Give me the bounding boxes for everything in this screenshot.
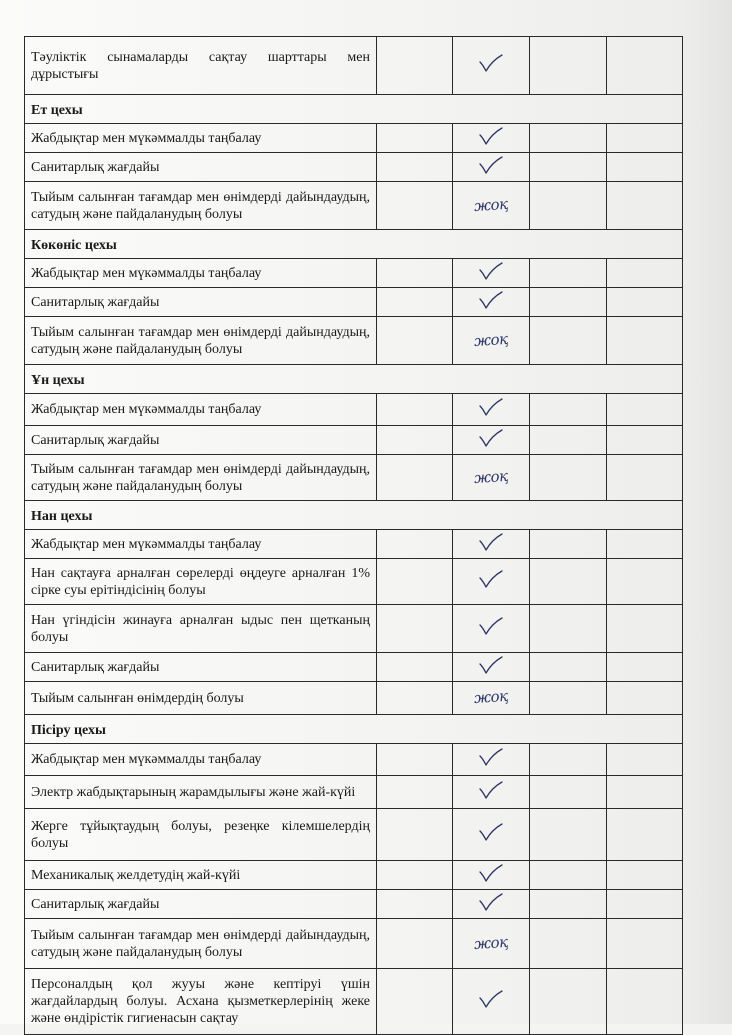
- empty-cell: [607, 744, 683, 776]
- mark-cell: [453, 919, 530, 969]
- empty-cell: [377, 288, 453, 317]
- empty-cell: [530, 530, 607, 559]
- empty-cell: [530, 124, 607, 153]
- empty-cell: [377, 559, 453, 605]
- empty-cell: [530, 890, 607, 919]
- empty-cell: [607, 890, 683, 919]
- section-title: Ет цехы: [25, 95, 683, 124]
- check-mark-icon: [478, 822, 504, 842]
- empty-cell: [530, 182, 607, 230]
- checklist-row: [25, 653, 683, 682]
- empty-cell: [530, 37, 607, 95]
- criterion-text: Санитарлық жағдайы: [25, 426, 377, 455]
- mark-cell: [453, 605, 530, 653]
- mark-cell: [453, 455, 530, 501]
- mark-cell: [453, 682, 530, 715]
- checklist-row: [25, 969, 683, 1035]
- section-title: Нан цехы: [25, 501, 683, 530]
- empty-cell: [607, 919, 683, 969]
- section-title: Пісіру цехы: [25, 715, 683, 744]
- empty-cell: [377, 653, 453, 682]
- empty-cell: [530, 426, 607, 455]
- empty-cell: [607, 809, 683, 861]
- empty-cell: [377, 455, 453, 501]
- empty-cell: [607, 682, 683, 715]
- mark-cell: [453, 809, 530, 861]
- mark-cell: [453, 394, 530, 426]
- empty-cell: [377, 37, 453, 95]
- mark-cell: [453, 288, 530, 317]
- empty-cell: [530, 605, 607, 653]
- criterion-text: Жабдықтар мен мүкәммалды таңбалау: [25, 259, 377, 288]
- mark-cell: [453, 744, 530, 776]
- checklist-row: [25, 605, 683, 653]
- empty-cell: [377, 124, 453, 153]
- inspection-checklist: [24, 36, 682, 1035]
- mark-cell: [453, 890, 530, 919]
- criterion-text: Персоналдың қол жууы және кептіруі үшін жағдайлардың болуы. Асхана қызметкерлерінің жеке және өндірістік гигиенасын сақтау: [25, 969, 377, 1035]
- empty-cell: [530, 153, 607, 182]
- check-mark-icon: [478, 532, 504, 552]
- criterion-text: Санитарлық жағдайы: [25, 288, 377, 317]
- mark-cell: [453, 153, 530, 182]
- empty-cell: [607, 969, 683, 1035]
- empty-cell: [377, 776, 453, 809]
- empty-cell: [530, 259, 607, 288]
- empty-cell: [377, 317, 453, 365]
- criterion-text: Тәуліктік сынамаларды сақтау шарттары мен дұрыстығы: [25, 37, 377, 95]
- checklist-row: [25, 455, 683, 501]
- check-mark-icon: [478, 53, 504, 73]
- mark-cell: [453, 426, 530, 455]
- checklist-row: [25, 559, 683, 605]
- checklist-row: [25, 37, 683, 95]
- empty-cell: [377, 861, 453, 890]
- empty-cell: [377, 259, 453, 288]
- empty-cell: [530, 394, 607, 426]
- check-mark-icon: [478, 290, 504, 310]
- empty-cell: [530, 559, 607, 605]
- mark-cell: [453, 969, 530, 1035]
- check-mark-icon: [478, 126, 504, 146]
- checklist-row: [25, 124, 683, 153]
- check-mark-icon: [478, 569, 504, 589]
- empty-cell: [530, 455, 607, 501]
- checklist-row: [25, 317, 683, 365]
- check-mark-icon: [478, 261, 504, 281]
- checklist-row: [25, 426, 683, 455]
- empty-cell: [530, 809, 607, 861]
- empty-cell: [377, 890, 453, 919]
- empty-cell: [607, 653, 683, 682]
- empty-cell: [530, 861, 607, 890]
- check-mark-icon: [478, 863, 504, 883]
- mark-cell: [453, 861, 530, 890]
- check-mark-icon: [478, 155, 504, 175]
- empty-cell: [607, 455, 683, 501]
- section-row: [25, 501, 683, 530]
- empty-cell: [377, 682, 453, 715]
- check-mark-icon: [478, 989, 504, 1009]
- empty-cell: [377, 182, 453, 230]
- empty-cell: [607, 288, 683, 317]
- checklist-row: [25, 744, 683, 776]
- checklist-table: [24, 36, 683, 1035]
- empty-cell: [377, 969, 453, 1035]
- empty-cell: [530, 288, 607, 317]
- criterion-text: Тыйым салынған тағамдар мен өнімдерді дайындаудың, сатудың және пайдаланудың болуы: [25, 919, 377, 969]
- empty-cell: [530, 317, 607, 365]
- check-mark-icon: [478, 747, 504, 767]
- handwritten-note: жоқ: [473, 932, 509, 953]
- section-row: [25, 715, 683, 744]
- empty-cell: [607, 776, 683, 809]
- check-mark-icon: [478, 616, 504, 636]
- empty-cell: [607, 317, 683, 365]
- criterion-text: Жерге тұйықтаудың болуы, резеңке кілемшелердің болуы: [25, 809, 377, 861]
- checklist-row: [25, 288, 683, 317]
- empty-cell: [607, 394, 683, 426]
- checklist-row: [25, 259, 683, 288]
- empty-cell: [607, 259, 683, 288]
- criterion-text: Санитарлық жағдайы: [25, 653, 377, 682]
- criterion-text: Тыйым салынған тағамдар мен өнімдерді дайындаудың, сатудың және пайдаланудың болуы: [25, 317, 377, 365]
- empty-cell: [607, 124, 683, 153]
- handwritten-note: жоқ: [473, 686, 509, 708]
- checklist-row: [25, 530, 683, 559]
- empty-cell: [607, 426, 683, 455]
- checklist-row: [25, 182, 683, 230]
- check-mark-icon: [478, 397, 504, 417]
- empty-cell: [607, 861, 683, 890]
- mark-cell: [453, 776, 530, 809]
- criterion-text: Жабдықтар мен мүкәммалды таңбалау: [25, 530, 377, 559]
- check-mark-icon: [478, 655, 504, 675]
- empty-cell: [607, 530, 683, 559]
- empty-cell: [530, 776, 607, 809]
- section-title: Көкөніс цехы: [25, 230, 683, 259]
- mark-cell: [453, 124, 530, 153]
- empty-cell: [530, 919, 607, 969]
- mark-cell: [453, 559, 530, 605]
- empty-cell: [530, 653, 607, 682]
- empty-cell: [377, 919, 453, 969]
- empty-cell: [377, 394, 453, 426]
- empty-cell: [607, 559, 683, 605]
- scan-shadow: [682, 0, 732, 1024]
- checklist-row: [25, 919, 683, 969]
- check-mark-icon: [478, 892, 504, 912]
- mark-cell: [453, 317, 530, 365]
- empty-cell: [530, 969, 607, 1035]
- checklist-row: [25, 861, 683, 890]
- empty-cell: [530, 744, 607, 776]
- empty-cell: [607, 605, 683, 653]
- criterion-text: Механикалық желдетудің жай-күйі: [25, 861, 377, 890]
- criterion-text: Жабдықтар мен мүкәммалды таңбалау: [25, 124, 377, 153]
- checklist-row: [25, 890, 683, 919]
- criterion-text: Тыйым салынған өнімдердің болуы: [25, 682, 377, 715]
- empty-cell: [377, 153, 453, 182]
- mark-cell: [453, 259, 530, 288]
- check-mark-icon: [478, 428, 504, 448]
- mark-cell: [453, 530, 530, 559]
- section-title: Ұн цехы: [25, 365, 683, 394]
- handwritten-note: жоқ: [473, 329, 509, 350]
- empty-cell: [377, 605, 453, 653]
- criterion-text: Нан сақтауға арналған сөрелерді өңдеуге арналған 1% сірке суы ерітіндісінің болуы: [25, 559, 377, 605]
- criterion-text: Жабдықтар мен мүкәммалды таңбалау: [25, 394, 377, 426]
- mark-cell: [453, 37, 530, 95]
- handwritten-note: жоқ: [473, 466, 509, 487]
- criterion-text: Жабдықтар мен мүкәммалды таңбалау: [25, 744, 377, 776]
- check-mark-icon: [478, 780, 504, 800]
- empty-cell: [377, 530, 453, 559]
- criterion-text: Электр жабдықтарының жарамдылығы және жай-күйі: [25, 776, 377, 809]
- empty-cell: [377, 744, 453, 776]
- section-row: [25, 230, 683, 259]
- checklist-row: [25, 153, 683, 182]
- section-row: [25, 95, 683, 124]
- empty-cell: [607, 182, 683, 230]
- empty-cell: [607, 37, 683, 95]
- criterion-text: Тыйым салынған тағамдар мен өнімдерді дайындаудың, сатудың және пайдаланудың болуы: [25, 455, 377, 501]
- checklist-row: [25, 394, 683, 426]
- empty-cell: [607, 153, 683, 182]
- empty-cell: [377, 809, 453, 861]
- checklist-row: [25, 682, 683, 715]
- criterion-text: Тыйым салынған тағамдар мен өнімдерді дайындаудың, сатудың және пайдаланудың болуы: [25, 182, 377, 230]
- mark-cell: [453, 182, 530, 230]
- empty-cell: [377, 426, 453, 455]
- criterion-text: Санитарлық жағдайы: [25, 890, 377, 919]
- empty-cell: [530, 682, 607, 715]
- section-row: [25, 365, 683, 394]
- checklist-row: [25, 809, 683, 861]
- handwritten-note: жоқ: [473, 194, 509, 215]
- mark-cell: [453, 653, 530, 682]
- criterion-text: Нан үгіндісін жинауға арналған ыдыс пен щетканың болуы: [25, 605, 377, 653]
- criterion-text: Санитарлық жағдайы: [25, 153, 377, 182]
- checklist-row: [25, 776, 683, 809]
